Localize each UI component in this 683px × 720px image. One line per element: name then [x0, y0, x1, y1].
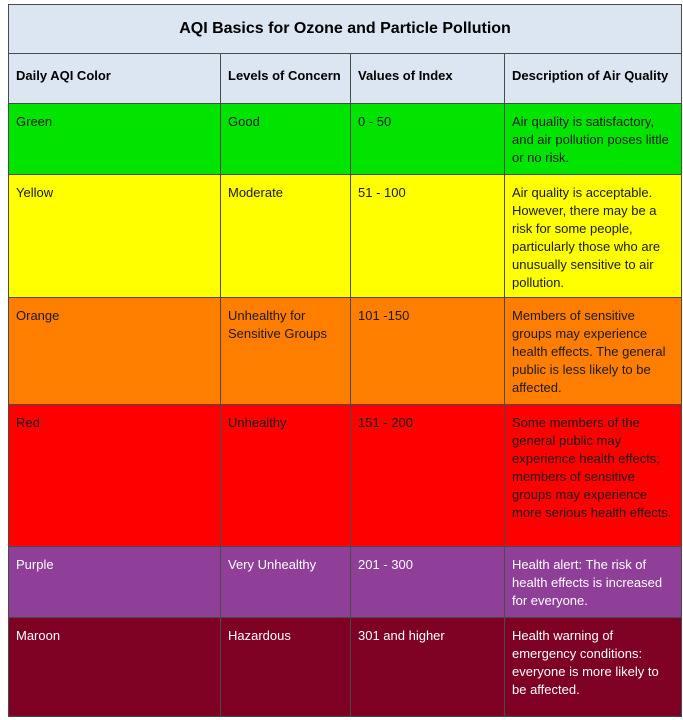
table-row [9, 618, 682, 717]
header-color: Daily AQI Color [9, 54, 221, 104]
title-row [9, 5, 682, 54]
cell-values: 301 and higher [351, 618, 505, 717]
table-row [9, 547, 682, 618]
cell-level: Moderate [221, 175, 351, 298]
cell-values: 101 -150 [351, 298, 505, 405]
cell-description: Some members of the general public may experience health effects; members of sensitive groups may experience more serious health effects. [505, 405, 682, 547]
header-level: Levels of Concern [221, 54, 351, 104]
cell-values: 201 - 300 [351, 547, 505, 618]
table-title: AQI Basics for Ozone and Particle Pollution [9, 5, 682, 54]
aqi-table [8, 4, 682, 717]
cell-color: Red [9, 405, 221, 547]
cell-level: Hazardous [221, 618, 351, 717]
cell-description: Health alert: The risk of health effects is increased for everyone. [505, 547, 682, 618]
cell-description: Health warning of emergency conditions: everyone is more likely to be affected. [505, 618, 682, 717]
cell-color: Maroon [9, 618, 221, 717]
cell-description: Air quality is satisfactory, and air pollution poses little or no risk. [505, 104, 682, 175]
table-row [9, 104, 682, 175]
header-description: Description of Air Quality [505, 54, 682, 104]
cell-color: Green [9, 104, 221, 175]
cell-values: 151 - 200 [351, 405, 505, 547]
cell-level: Unhealthy for Sensitive Groups [221, 298, 351, 405]
header-row [9, 54, 682, 104]
cell-level: Good [221, 104, 351, 175]
cell-description: Members of sensitive groups may experience health effects. The general public is less likely to be affected. [505, 298, 682, 405]
cell-color: Purple [9, 547, 221, 618]
cell-level: Unhealthy [221, 405, 351, 547]
cell-color: Yellow [9, 175, 221, 298]
cell-values: 51 - 100 [351, 175, 505, 298]
table-row [9, 405, 682, 547]
cell-description: Air quality is acceptable. However, there may be a risk for some people, particularly those who are unusually sensitive to air pollution. [505, 175, 682, 298]
cell-level: Very Unhealthy [221, 547, 351, 618]
cell-color: Orange [9, 298, 221, 405]
header-values: Values of Index [351, 54, 505, 104]
table-row [9, 175, 682, 298]
table-row [9, 298, 682, 405]
cell-values: 0 - 50 [351, 104, 505, 175]
